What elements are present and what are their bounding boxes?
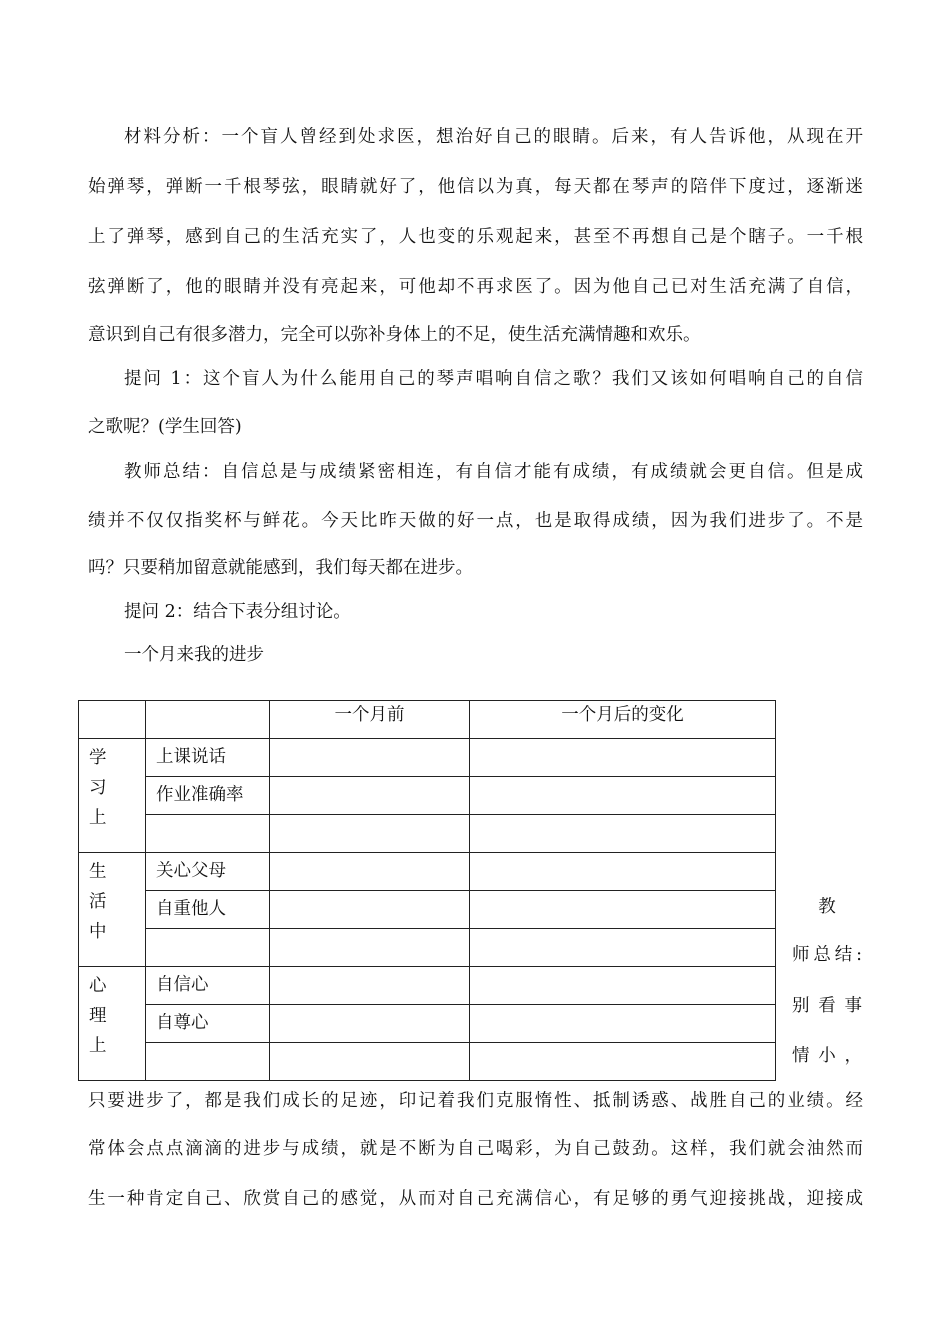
cell-before[interactable] [270, 777, 470, 815]
summary-1-line-1: 教师总结：自信总是与成绩紧密相连，有自信才能有成绩，有成绩就会更自信。但是成 [124, 462, 863, 482]
table-row [79, 777, 776, 815]
cell-before[interactable] [270, 967, 470, 1005]
item-label: 上课说话 [146, 739, 270, 777]
cell-before[interactable] [270, 929, 470, 967]
cell-after[interactable] [470, 891, 776, 929]
item-label: 自尊心 [146, 1005, 270, 1043]
material-line-2: 始弹琴，弹断一千根琴弦，眼睛就好了，他信以为真，每天都在琴声的陪伴下度过，逐渐迷 [88, 177, 863, 197]
cell-before[interactable] [270, 815, 470, 853]
table-row [79, 1005, 776, 1043]
summary-1-line-2: 绩并不仅仅指奖杯与鲜花。今天比昨天做的好一点，也是取得成绩，因为我们进步了。不是 [88, 511, 863, 531]
question-1-line-2: 之歌呢？(学生回答) [88, 417, 242, 437]
item-label [146, 1043, 270, 1081]
question-1-line-1: 提问 1：这个盲人为什么能用自己的琴声唱响自信之歌？我们又该如何唱响自己的自信 [124, 369, 863, 389]
cell-after[interactable] [470, 1005, 776, 1043]
item-label: 作业准确率 [146, 777, 270, 815]
cell-after[interactable] [470, 815, 776, 853]
table-title: 一个月来我的进步 [124, 645, 264, 665]
summary-2-side-line-1: 教 [818, 897, 836, 917]
item-label [146, 929, 270, 967]
table-row [79, 739, 776, 777]
summary-2-line-2: 常体会点点滴滴的进步与成绩，就是不断为自己喝彩，为自己鼓劲。这样，我们就会油然而 [88, 1139, 863, 1159]
header-cell-empty-1 [79, 701, 146, 739]
table-row [79, 1043, 776, 1081]
cell-after[interactable] [470, 1043, 776, 1081]
table-row [79, 929, 776, 967]
material-line-3: 上了弹琴，感到自己的生活充实了，人也变的乐观起来，甚至不再想自己是个瞎子。一千根 [88, 227, 863, 247]
material-line-5: 意识到自己有很多潜力，完全可以弥补身体上的不足，使生活充满情趣和欢乐。 [88, 325, 701, 345]
header-cell-before: 一个月前 [270, 701, 470, 739]
cell-after[interactable] [470, 739, 776, 777]
table-row [79, 891, 776, 929]
summary-2-line-1: 只要进步了，都是我们成长的足迹，印记着我们克服惰性、抵制诱惑、战胜自己的业绩。经 [88, 1091, 863, 1111]
category-study: 学习上 [79, 739, 146, 853]
item-label: 自重他人 [146, 891, 270, 929]
cell-after[interactable] [470, 967, 776, 1005]
cell-after[interactable] [470, 929, 776, 967]
summary-2-side-line-3: 别看事 [792, 996, 862, 1016]
header-cell-empty-2 [146, 701, 270, 739]
cell-after[interactable] [470, 777, 776, 815]
table-header-row [79, 701, 776, 739]
summary-2-side-line-2: 师总结: [792, 945, 862, 965]
cell-before[interactable] [270, 891, 470, 929]
cell-before[interactable] [270, 1043, 470, 1081]
category-life: 生活中 [79, 853, 146, 967]
item-label: 关心父母 [146, 853, 270, 891]
header-cell-after: 一个月后的变化 [470, 701, 776, 739]
table-row [79, 853, 776, 891]
material-line-1: 材料分析：一个盲人曾经到处求医，想治好自己的眼睛。后来，有人告诉他，从现在开 [124, 127, 863, 147]
question-2: 提问 2：结合下表分组讨论。 [124, 602, 351, 622]
item-label: 自信心 [146, 967, 270, 1005]
progress-table [78, 700, 776, 1081]
summary-1-line-3: 吗？只要稍加留意就能感到，我们每天都在进步。 [88, 558, 473, 578]
table-row [79, 815, 776, 853]
cell-before[interactable] [270, 1005, 470, 1043]
cell-before[interactable] [270, 739, 470, 777]
item-label [146, 815, 270, 853]
cell-before[interactable] [270, 853, 470, 891]
summary-2-side-line-4: 情小， [792, 1046, 862, 1066]
summary-2-line-3: 生一种肯定自己、欣赏自己的感觉，从而对自己充满信心，有足够的勇气迎接挑战，迎接成 [88, 1189, 863, 1209]
table-row [79, 967, 776, 1005]
category-mind: 心理上 [79, 967, 146, 1081]
material-line-4: 弦弹断了，他的眼睛并没有亮起来，可他却不再求医了。因为他自己已对生活充满了自信， [88, 277, 863, 297]
cell-after[interactable] [470, 853, 776, 891]
